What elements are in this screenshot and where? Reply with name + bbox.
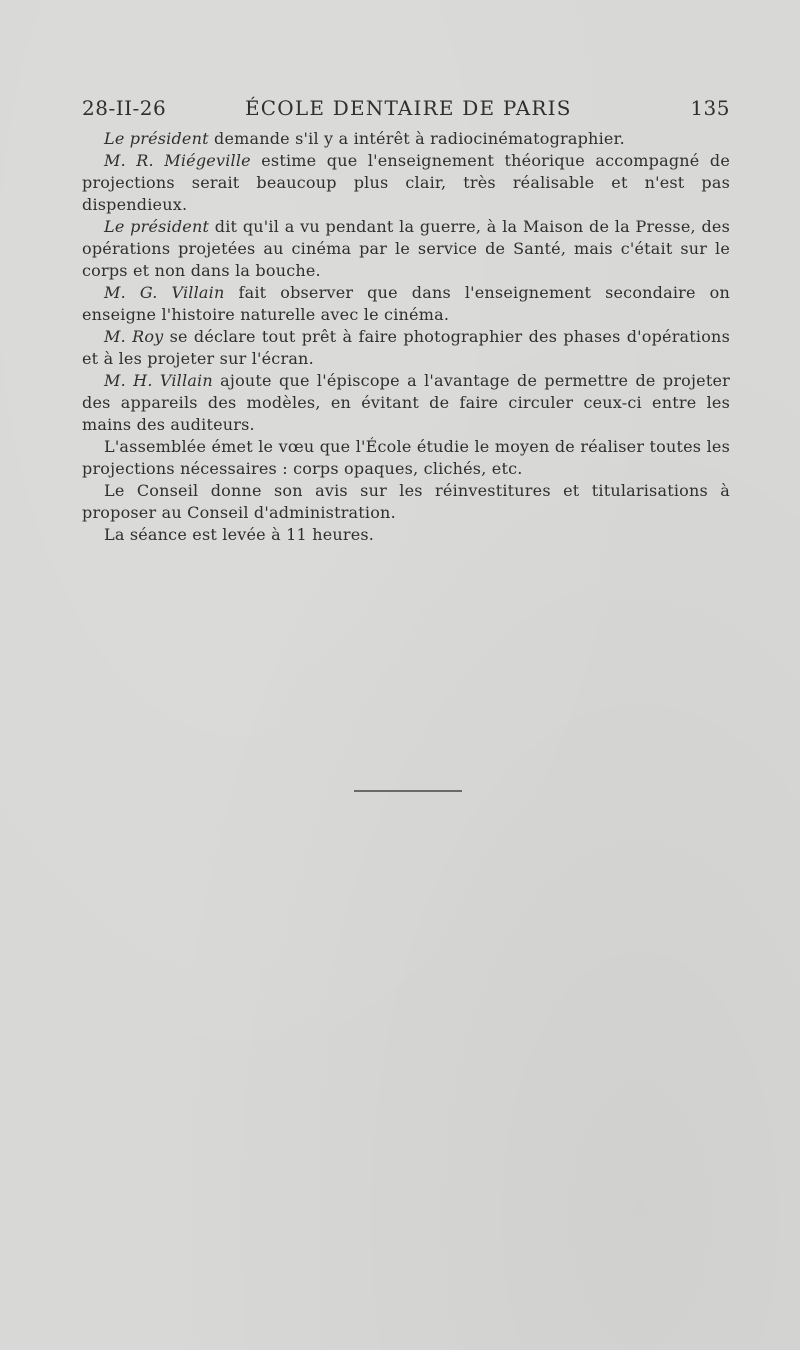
paragraph-2 [82,150,730,216]
paragraph-text: se déclare tout prêt à faire photographier des phases d'opérations et à les projeter sur l'écran. [82,327,730,368]
paragraph-text: La séance est levée à 11 heures. [104,525,375,544]
paragraph-text: fait observer que dans l'enseignement secondaire on enseigne l'histoire naturelle avec le cinéma. [82,283,730,324]
paragraph-5 [82,326,730,370]
paragraph-text: estime que l'enseignement théorique accompagné de projections serait beaucoup plus clair, très réalisable et n'est pas dispendieux. [82,151,731,214]
running-header [82,96,730,120]
paragraph-text: Le Conseil donne son avis sur les réinvestitures et titularisations à proposer au Conseil d'administration. [82,481,730,522]
speaker-name: Le président [104,129,209,148]
speaker-name: Le président [104,217,210,236]
page-number: 135 [690,96,730,120]
paragraph-text: dit qu'il a vu pendant la guerre, à la Maison de la Presse, des opérations projetées au cinéma par le service de Santé, mais c'était sur le corps et non dans la bouche. [82,217,730,280]
closing-rule [354,790,462,792]
paragraph-1 [82,128,730,150]
paragraph-9 [82,524,730,546]
speaker-name: M. Roy [104,327,164,346]
paragraph-text: demande s'il y a intérêt à radiocinématographier. [208,129,625,148]
speaker-name: M. G. Villain [104,283,225,302]
paragraph-8 [82,480,730,524]
header-title: ÉCOLE DENTAIRE DE PARIS [245,96,572,120]
minutes-body [82,128,730,546]
paragraph-text: L'assemblée émet le vœu que l'École étudie le moyen de réaliser toutes les projections nécessaires : corps opaques, clichés, etc. [82,437,730,478]
paragraph-6 [82,370,730,436]
paragraph-text: ajoute que l'épiscope a l'avantage de permettre de projeter des appareils des modèles, en évitant de faire circuler ceux-ci entre les mains des auditeurs. [82,371,730,434]
paragraph-7 [82,436,730,480]
speaker-name: M. R. Miégeville [104,151,251,170]
paragraph-4 [82,282,730,326]
paragraph-3 [82,216,730,282]
speaker-name: M. H. Villain [104,371,213,390]
header-date: 28-II-26 [82,96,167,120]
